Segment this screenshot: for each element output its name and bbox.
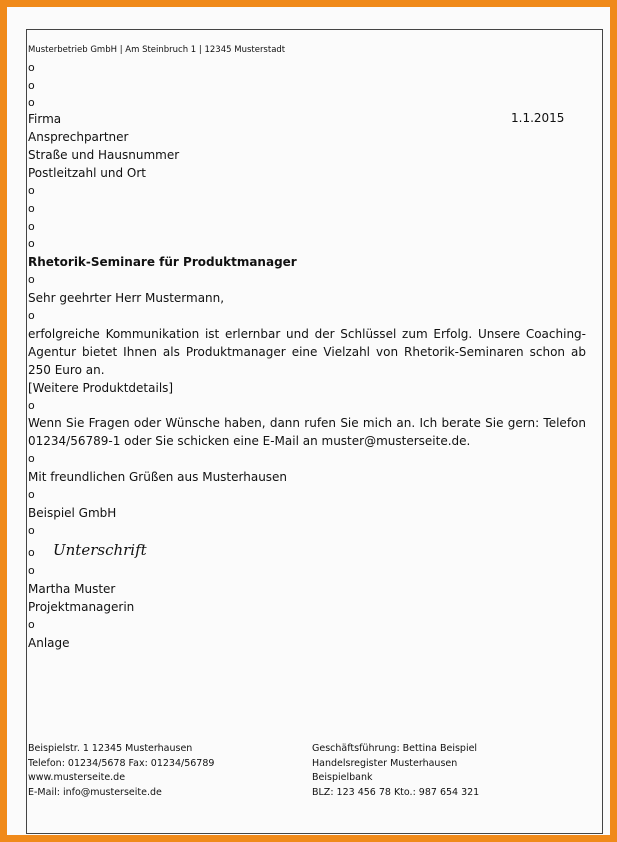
paragraph-mark: o <box>28 79 35 92</box>
footer-phone: Telefon: 01234/5678 Fax: 01234/56789 <box>28 757 215 769</box>
paragraph-mark: o <box>28 452 35 465</box>
signer-name: Martha Muster <box>28 582 116 596</box>
paragraph-mark: o <box>28 220 35 233</box>
footer-website: www.musterseite.de <box>28 772 126 783</box>
product-details-placeholder: [Weitere Produktdetails] <box>28 381 174 395</box>
company-sign: Beispiel GmbH <box>28 506 117 520</box>
footer-email: E-Mail: info@musterseite.de <box>28 786 162 798</box>
footer-bank: Beispielbank <box>312 772 373 783</box>
letter-subject: Rhetorik-Seminare für Produktmanager <box>28 255 297 269</box>
footer-management: Geschäftsführung: Bettina Beispiel <box>312 743 478 754</box>
footer-register: Handelsregister Musterhausen <box>312 757 458 769</box>
attachment-label: Anlage <box>28 636 70 650</box>
recipient-street: Straße und Hausnummer <box>28 148 180 162</box>
paragraph-mark: o <box>28 309 35 322</box>
paragraph-mark: o <box>28 488 35 501</box>
paragraph-mark: o <box>28 546 35 559</box>
sender-line: Musterbetrieb GmbH | Am Steinbruch 1 | 12345 Musterstadt <box>28 45 286 55</box>
paragraph-mark: o <box>28 96 35 109</box>
paragraph-mark: o <box>28 202 35 215</box>
closing-line: Mit freundlichen Grüßen aus Musterhausen <box>28 470 288 484</box>
recipient-city: Postleitzahl und Ort <box>28 166 146 180</box>
paragraph-mark: o <box>28 184 35 197</box>
footer-address: Beispielstr. 1 12345 Musterhausen <box>28 743 193 754</box>
paragraph-mark: o <box>28 237 35 250</box>
salutation: Sehr geehrter Herr Mustermann, <box>28 291 225 305</box>
footer-bank-details: BLZ: 123 456 78 Kto.: 987 654 321 <box>312 786 480 798</box>
footer-left <box>28 742 214 800</box>
recipient-company: Firma <box>28 112 62 126</box>
signer-title: Projektmanagerin <box>28 600 135 614</box>
paragraph-mark: o <box>28 564 35 577</box>
body-paragraph-2: Wenn Sie Fragen oder Wünsche haben, dann rufen Sie mich an. Ich berate Sie gern: Telefon 01234/56789-1 oder Sie schicken eine E-Mail an muster@musterseite.de. <box>28 416 586 448</box>
paragraph-mark: o <box>28 618 35 631</box>
footer-right <box>312 742 479 800</box>
paragraph-mark: o <box>28 524 35 537</box>
body-paragraph-1: erfolgreiche Kommunikation ist erlernbar und der Schlüssel zum Erfolg. Unsere Coaching-Agentur bietet Ihnen als Produktmanager eine Vielzahl von Rhetorik-Seminaren schon ab 250 Euro an. <box>28 327 586 377</box>
paragraph-mark: o <box>28 399 35 412</box>
letter-date: 1.1.2015 <box>511 111 565 125</box>
paragraph-mark: o <box>28 273 35 286</box>
paragraph-mark: o <box>28 61 35 74</box>
signature: Unterschrift <box>53 541 147 559</box>
recipient-contact: Ansprechpartner <box>28 130 129 144</box>
